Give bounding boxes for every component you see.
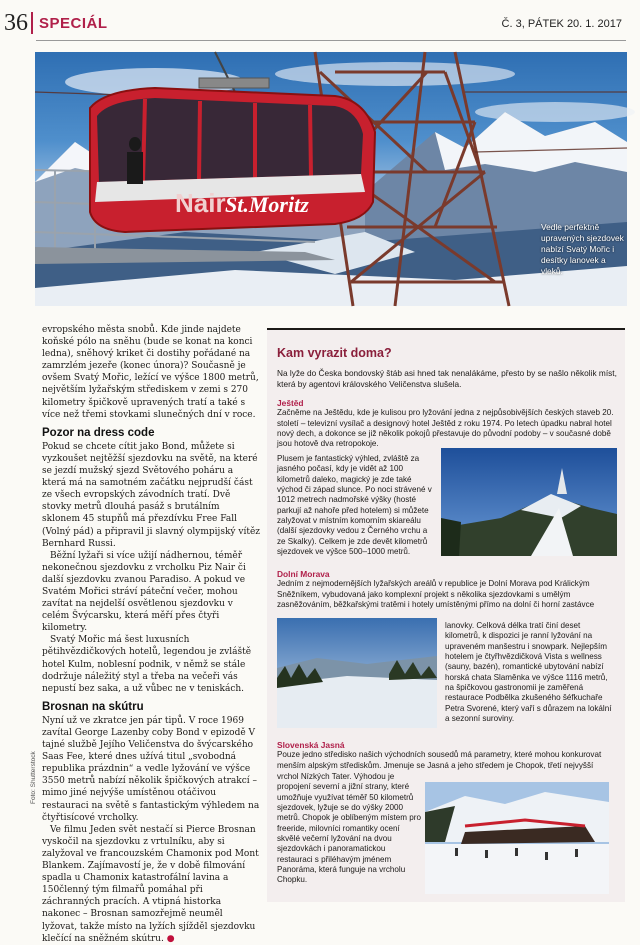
jested-section: [277, 398, 617, 450]
hero-caption: Vedle perfektně upravených sjezdovek nabízí Svatý Mořic i desítky lanovek a vleků.: [541, 222, 624, 276]
paragraph: Svatý Mořic má šest luxusních pětihvězdičkových hotelů, legendou je zvláště hotel Kulm, noblesní podnik, v němž se stále dodržuje náležitý styl a třeba na večeři vás nepustí bez saka, a už vůbec ne v teniskách.: [42, 635, 252, 694]
jasna-heading: Slovenská Jasná: [277, 740, 345, 750]
jested-photo: [441, 448, 617, 556]
gondola-side-text: Nair: [175, 188, 226, 218]
header-rule: [36, 40, 626, 41]
jasna-section: [277, 740, 617, 771]
paragraph: evropského města snobů. Kde jinde najdete koňské pólo na sněhu (bude se konat na konci ledna), sněhový kriket či dostihy pořádané na zamrzlém jezeře (konec února)? Současně je ovšem Svatý Mořic, ležící ve výšce 1800 metrů, největším lyžařským střediskem v zemi s 270 kilometry špičkově upravených tratí a také s více než třemi stovkami slunečných dní v roce.: [42, 325, 259, 420]
dolni-morava-text: Jedním z nejmodernějších lyžařských areálů v republice je Dolní Morava pod Králickým Sněžníkem, vybudovaná jako komplexní projekt s několika sjezdovkami s umělým zasněžováním, běžkařskými tratěmi i hotely umístěnými přímo na dolní či horní zastávce: [277, 579, 595, 610]
page-header: [0, 0, 640, 44]
paragraph-text: Ve filmu Jeden svět nestačí si Pierce Brosnan vyskočil na sjezdovku z vrtulníku, aby si zalyžoval ve francouzském Chamonix pod Mont Blankem. Zajímavostí je, že v době filmování spadla u Chamonix katastrofální lavina a 150členný tým filmařů pomáhal při záchranných pracích. A vtipná historka nakonec – Brosnan samozřejmě neuměl lyžovat, takže místo na lyžích sjížděl sjezdovku klečící na sněžném skútru.: [42, 824, 259, 944]
dolni-morava-section: [277, 569, 617, 610]
paragraph: [42, 824, 260, 945]
dolni-morava-photo: [277, 618, 437, 728]
section-label: SPECIÁL: [39, 15, 108, 32]
photo-credit: Foto: Shutterstock: [30, 751, 37, 804]
jested-heading: Ještěd: [277, 398, 304, 408]
dolni-morava-text-narrow: lanovky. Celková délka tratí činí deset kilometrů, k dispozici je ranní lyžování na upraveném manšestru i snowpark. Nejlepším hotelem je čtyřhvězdičková Vista s wellness (sauny, bazén), romantické ubytování nabízí horská chata Slaměnka ve výšce 1116 metrů, na špičkovou gastronomii je zaměřená restaurace Podbělka zkušeného šéfkuchaře Petra Svorené, který vaří s důrazem na lokální a sezonní suroviny.: [445, 621, 612, 724]
jasna-photo: [425, 782, 609, 894]
gondola-scene: [35, 52, 627, 306]
section-divider: [31, 12, 33, 34]
box-title: Kam vyrazit doma?: [277, 346, 392, 360]
end-mark: ●: [166, 933, 175, 944]
paragraph: Pokud se chcete cítit jako Bond, můžete si vyzkoušet nejtěžší sjezdovku na světě, na které se jezdí mužský sjezd Světového poháru a která má na samotném začátku nejprudší část ze všech evropských závodních tratí. Dvě stovky metrů dlouhá pasáž s brutálním sklonem 45 stupňů má přezdívku Free Fall (Volný pád) a připravil ji slavný olympijský vítěz Bernhard Russi.: [42, 441, 261, 549]
left-column: [42, 324, 261, 944]
subheading: Pozor na dress code: [42, 426, 155, 439]
subheading: Brosnan na skútru: [42, 700, 144, 713]
jested-text-narrow: Plusem je fantastický výhled, zvláště za jasného počasí, kdy je vidět až 100 kilometrů daleko, magický je zde také východ či západ slunce. Po noci strávené v 1012 metrech nadmořské výšky (hosté parkují až nahoře před hotelem) si můžete zalyžovat v místním komorním skiareálu (další sjezdovky vedou z Černého vrchu a ze Skalky). Celkem je zde devět kilometrů sjezdovek ve výšce 500–1000 metrů.: [277, 454, 432, 557]
gondola-brand-text: St.Moritz: [225, 192, 309, 217]
box-intro: Na lyže do Česka bondovský štáb asi hned tak nenalákáme, přesto by se našlo několik míst, která by agentovi královského Veličenstva slušela.: [277, 368, 617, 389]
jasna-text-narrow: vrchol Nízkých Tater. Výhodou je propojení severní a jižní strany, které umožňuje využívat téměř 50 kilometrů sjezdovek, lyžuje se do výšky 2000 metrů. Chopok je oblíbeným místem pro freeride, milovníci romantiky ocení skvělé večerní lyžování na dvou sjezdovkách i panoramatickou restauraci s přiléhavým jménem Panoráma, která funguje na vrcholu Chopku.: [277, 772, 421, 885]
paragraph: Běžní lyžaři si více užijí nádhernou, téměř nekonečnou sjezdovku z vrcholku Piz Nair či další sjezdovku zvanou Paradiso. A pokud ve Svatém Mořici stráví páteční večer, mohou zavítat na nejdelší osvětlenou sjezdovku v celém Švýcarsku, která měří přes čtyři kilometry.: [42, 550, 246, 634]
page-number: 36: [4, 10, 28, 36]
dolni-morava-heading: Dolní Morava: [277, 569, 330, 579]
paragraph: Nyní už ve zkratce jen pár tipů. V roce 1969 zavítal George Lazenby coby Bond v epizodě V tajné službě Jejího Veličenstva do švýcarského Saas Fee, které dnes užívá titul „svobodná republika prázdnin“ a vedle lyžování ve výšce 3550 metrů nabízí několik špičkových atrakcí – mimo jiné nejvýše umístěnou otáčivou restauraci na světě s fantastickým výhledem na čtyřtisícové vrcholky.: [42, 715, 260, 823]
sidebar-box: [267, 328, 625, 902]
jasna-text: Pouze jedno středisko našich východních sousedů má parametry, které mohou konkurovat menším alpským střediskům. Jmenuje se Jasná a jeho středem je Chopok, třetí nejvyšší: [277, 750, 602, 770]
hero-photo: [35, 52, 627, 306]
issue-info: Č. 3, PÁTEK 20. 1. 2017: [501, 18, 622, 30]
jested-text: Začněme na Ještědu, kde je kulisou pro lyžování jedna z nejpůsobivějších českých staveb 20. století – televizní vysílač a designový hotel Ještěd z roku 1974. Po letech úpadku nabral hotel nový dech, a dokonce se již několik pokojů přestavuje do původní podoby – v současné době jsou hotově dva retropokoje.: [277, 408, 614, 449]
